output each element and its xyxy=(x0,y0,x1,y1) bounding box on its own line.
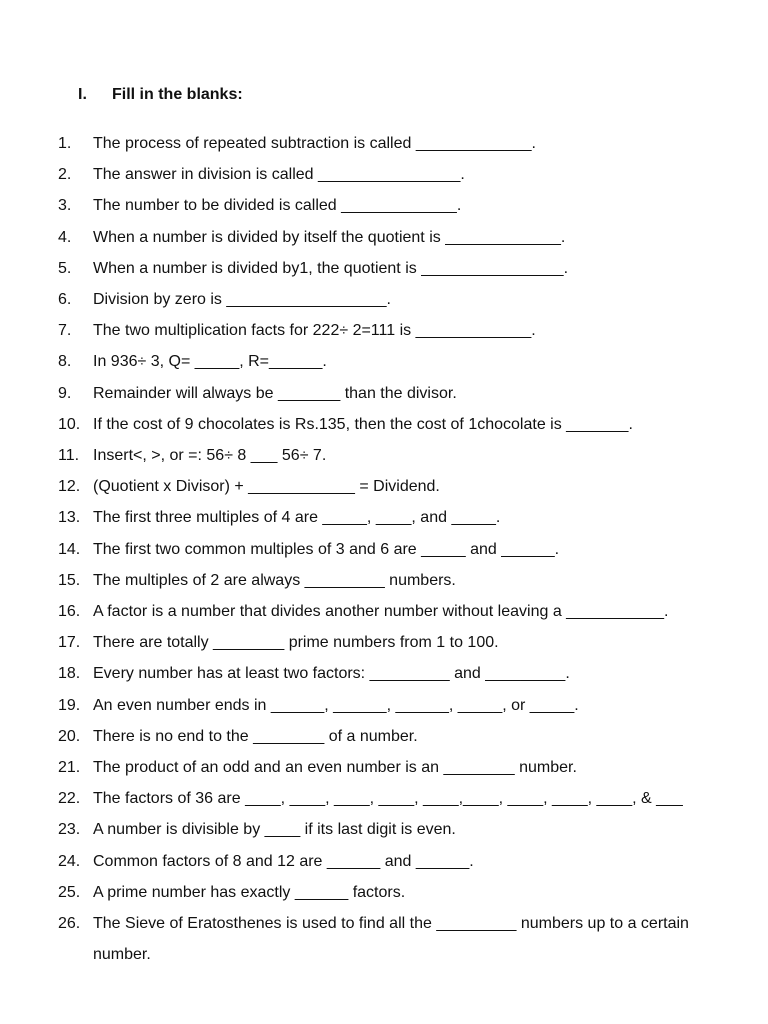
question-text: Remainder will always be _______ than the divisor. xyxy=(93,384,457,402)
question-item xyxy=(58,565,728,596)
question-text: The first two common multiples of 3 and 6 are _____ and ______. xyxy=(93,540,560,558)
question-number: 12. xyxy=(58,478,81,496)
question-number: 3. xyxy=(58,197,72,215)
question-number: 16. xyxy=(58,603,81,621)
question-text: If the cost of 9 chocolates is Rs.135, then the cost of 1chocolate is _______. xyxy=(93,415,633,433)
question-number: 18. xyxy=(58,665,81,683)
question-item xyxy=(58,409,728,440)
question-item xyxy=(58,877,728,908)
question-number: 22. xyxy=(58,790,81,808)
question-item xyxy=(58,721,728,752)
question-number: 26. xyxy=(58,915,81,933)
question-number: 24. xyxy=(58,852,81,870)
question-item xyxy=(58,627,728,658)
question-text: When a number is divided by itself the quotient is _____________. xyxy=(93,228,566,246)
question-number: 2. xyxy=(58,166,72,184)
question-item xyxy=(58,159,728,190)
question-number: 20. xyxy=(58,727,81,745)
question-text: (Quotient x Divisor) + ____________ = Dividend. xyxy=(93,478,440,496)
question-item xyxy=(58,128,728,159)
question-number: 5. xyxy=(58,259,72,277)
question-number: 7. xyxy=(58,322,72,340)
question-item xyxy=(58,690,728,721)
question-number: 8. xyxy=(58,353,72,371)
question-item xyxy=(58,783,728,814)
question-item xyxy=(58,190,728,221)
question-number: 14. xyxy=(58,540,81,558)
question-text: The product of an odd and an even number is an ________ number. xyxy=(93,759,577,777)
question-item xyxy=(58,908,728,970)
question-item xyxy=(58,284,728,315)
question-item xyxy=(58,596,728,627)
question-text: The factors of 36 are ____, ____, ____, ____, ____,____, ____, ____, ____, & ___ xyxy=(93,790,683,808)
question-item xyxy=(58,471,728,502)
question-text: In 936÷ 3, Q= _____, R=______. xyxy=(93,353,327,371)
question-item xyxy=(58,315,728,346)
question-number: 10. xyxy=(58,415,81,433)
question-text: When a number is divided by1, the quotient is ________________. xyxy=(93,259,569,277)
question-text: The multiples of 2 are always _________ numbers. xyxy=(93,571,456,589)
question-text: There are totally ________ prime numbers from 1 to 100. xyxy=(93,634,499,652)
question-text: A number is divisible by ____ if its last digit is even. xyxy=(93,821,456,839)
question-number: 23. xyxy=(58,821,81,839)
question-text: Every number has at least two factors: _________ and _________. xyxy=(93,665,570,683)
question-item xyxy=(58,440,728,471)
question-number: 13. xyxy=(58,509,81,527)
question-text: Common factors of 8 and 12 are ______ and ______. xyxy=(93,852,474,870)
section-heading xyxy=(78,86,243,104)
question-text: The number to be divided is called _____________. xyxy=(93,197,462,215)
question-text: The Sieve of Eratosthenes is used to find all the _________ numbers up to a certain number. xyxy=(93,915,689,964)
section-number: I. xyxy=(78,86,87,103)
section-title: Fill in the blanks: xyxy=(112,86,243,103)
question-item xyxy=(58,502,728,533)
question-text: The first three multiples of 4 are _____, ____, and _____. xyxy=(93,509,501,527)
question-number: 19. xyxy=(58,696,81,714)
question-list xyxy=(58,128,728,970)
question-number: 4. xyxy=(58,228,72,246)
question-text: An even number ends in ______, ______, ______, _____, or _____. xyxy=(93,696,579,714)
question-number: 25. xyxy=(58,883,81,901)
question-number: 9. xyxy=(58,384,72,402)
question-number: 15. xyxy=(58,571,81,589)
question-text: There is no end to the ________ of a number. xyxy=(93,727,418,745)
question-text: A prime number has exactly ______ factors. xyxy=(93,883,406,901)
question-item xyxy=(58,534,728,565)
question-item xyxy=(58,346,728,377)
question-text: Insert<, >, or =: 56÷ 8 ___ 56÷ 7. xyxy=(93,447,327,465)
question-item xyxy=(58,222,728,253)
question-item xyxy=(58,658,728,689)
question-item xyxy=(58,814,728,845)
question-text: The process of repeated subtraction is called _____________. xyxy=(93,135,536,152)
question-number: 11. xyxy=(58,447,80,465)
question-number: 21. xyxy=(58,759,81,777)
question-item xyxy=(58,752,728,783)
question-text: Division by zero is __________________. xyxy=(93,291,391,309)
question-item xyxy=(58,378,728,409)
question-text: The answer in division is called ________________. xyxy=(93,166,465,184)
question-number: 1. xyxy=(58,135,72,152)
question-item xyxy=(58,846,728,877)
question-item xyxy=(58,253,728,284)
question-number: 17. xyxy=(58,634,81,652)
question-number: 6. xyxy=(58,291,72,309)
question-text: A factor is a number that divides another number without leaving a ___________. xyxy=(93,603,669,621)
question-text: The two multiplication facts for 222÷ 2=111 is _____________. xyxy=(93,322,536,340)
